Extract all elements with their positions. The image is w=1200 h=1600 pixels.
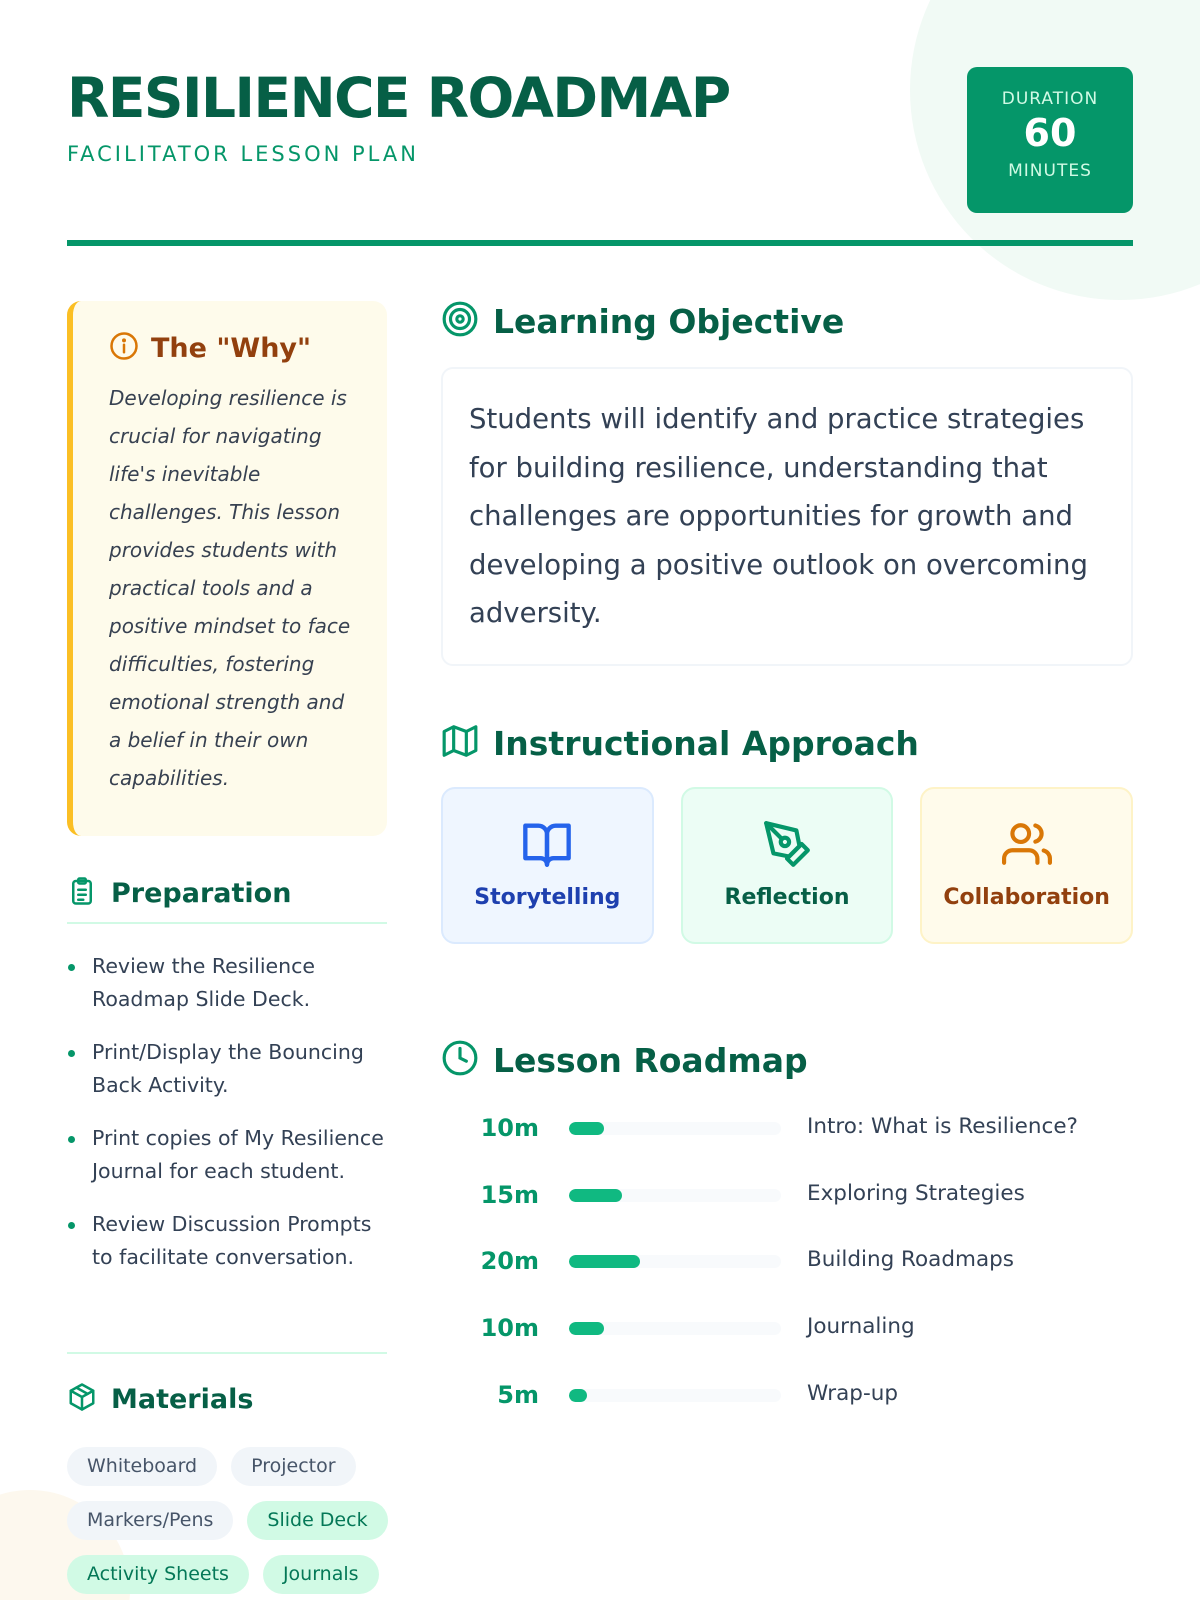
- roadmap-step: [441, 1373, 1133, 1440]
- duration-unit: MINUTES: [1008, 160, 1092, 181]
- section-divider: [67, 1352, 387, 1354]
- list-item: Print/Display the Bouncing Back Activity.: [67, 1036, 387, 1102]
- material-chip: Activity Sheets: [67, 1555, 249, 1594]
- lesson-plan-page: [67, 0, 1133, 1600]
- step-progress-fill: [569, 1122, 604, 1135]
- approach-cards: [441, 787, 1133, 944]
- step-progress-track: [569, 1189, 781, 1202]
- step-progress-fill: [569, 1389, 587, 1402]
- step-duration: 5m: [497, 1380, 539, 1409]
- objective-title: Learning Objective: [493, 301, 845, 341]
- step-label: Wrap-up: [807, 1380, 898, 1406]
- approach-title: Instructional Approach: [493, 723, 919, 763]
- roadmap-heading: [441, 1039, 808, 1081]
- step-progress-fill: [569, 1322, 604, 1335]
- book-open-icon: [521, 819, 573, 869]
- list-item: Review the Resilience Roadmap Slide Deck.: [67, 950, 387, 1016]
- pen-tool-icon: [761, 819, 813, 869]
- materials-heading: [67, 1382, 253, 1416]
- clock-icon: [441, 1039, 479, 1081]
- step-progress-track: [569, 1122, 781, 1135]
- roadmap-list: [441, 1106, 1133, 1439]
- duration-badge: [967, 67, 1133, 213]
- duration-label: DURATION: [1001, 89, 1099, 109]
- header-divider: [67, 240, 1133, 246]
- material-chip: Markers/Pens: [67, 1501, 233, 1540]
- preparation-heading: [67, 876, 387, 924]
- users-icon: [1001, 819, 1053, 869]
- approach-card-label: Collaboration: [943, 885, 1110, 910]
- info-icon: [109, 331, 139, 365]
- step-progress-fill: [569, 1255, 640, 1268]
- list-item: Review Discussion Prompts to facilitate conversation.: [67, 1208, 387, 1274]
- page-title: RESILIENCE ROADMAP: [67, 66, 730, 130]
- why-panel: [67, 301, 387, 836]
- package-icon: [67, 1382, 97, 1416]
- approach-card-collaboration: [920, 787, 1133, 944]
- roadmap-step: [441, 1306, 1133, 1373]
- objective-heading: [441, 300, 844, 342]
- roadmap-step: [441, 1106, 1133, 1173]
- approach-card-reflection: [681, 787, 894, 944]
- why-title: The "Why": [151, 332, 312, 364]
- map-icon: [441, 722, 479, 764]
- roadmap-title: Lesson Roadmap: [493, 1040, 808, 1080]
- preparation-list: [67, 950, 387, 1294]
- list-item: Print copies of My Resilience Journal for each student.: [67, 1122, 387, 1188]
- approach-card-label: Reflection: [724, 885, 850, 910]
- step-label: Journaling: [807, 1314, 915, 1340]
- material-chip: Slide Deck: [247, 1501, 387, 1540]
- material-chip: Journals: [263, 1555, 379, 1594]
- step-duration: 10m: [480, 1314, 539, 1343]
- approach-card-label: Storytelling: [474, 885, 621, 910]
- step-duration: 15m: [480, 1180, 539, 1209]
- step-duration: 20m: [480, 1247, 539, 1276]
- step-progress-track: [569, 1255, 781, 1268]
- why-text: Developing resilience is crucial for navigating life's inevitable challenges. This lesson provides students with practical tools and a positive mindset to face difficulties, fostering emotional strength and a belief in their own capabilities.: [109, 386, 351, 790]
- step-progress-fill: [569, 1189, 622, 1202]
- clipboard-icon: [67, 876, 97, 910]
- step-progress-track: [569, 1389, 781, 1402]
- materials-title: Materials: [111, 1383, 254, 1415]
- step-label: Intro: What is Resilience?: [807, 1114, 1078, 1139]
- material-chip: Projector: [231, 1447, 355, 1486]
- step-label: Building Roadmaps: [807, 1247, 1014, 1273]
- step-progress-track: [569, 1322, 781, 1335]
- roadmap-step: [441, 1173, 1133, 1240]
- step-label: Exploring Strategies: [807, 1180, 1025, 1206]
- approach-card-storytelling: [441, 787, 654, 944]
- material-chip: Whiteboard: [67, 1447, 217, 1486]
- page-subtitle: FACILITATOR LESSON PLAN: [67, 142, 419, 166]
- objective-text: Students will identify and practice strategies for building resilience, understanding that challenges are opportunities for growth and developing a positive outlook on overcoming adversity.: [441, 367, 1133, 666]
- roadmap-step: [441, 1239, 1133, 1306]
- materials-chips: [67, 1447, 397, 1594]
- duration-value: 60: [1023, 111, 1077, 155]
- step-duration: 10m: [480, 1114, 539, 1142]
- target-icon: [441, 300, 479, 342]
- approach-heading: [441, 722, 919, 764]
- preparation-title: Preparation: [111, 877, 292, 909]
